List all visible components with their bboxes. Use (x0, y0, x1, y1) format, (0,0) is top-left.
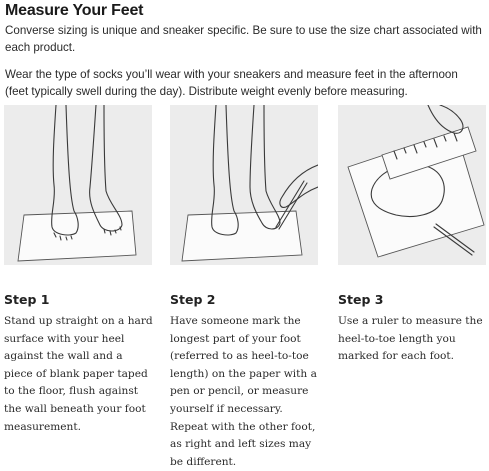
step-1-title: Step 1 (4, 292, 50, 307)
intro-paragraph-sizing: Converse sizing is unique and sneaker specific. Be sure to use the size chart associated with each product. (5, 24, 482, 54)
step-1-description: Stand up straight on a hard surface with your heel against the wall and a piece of blank paper taped to the floor, flush against the wall beneath your foot measurement. (4, 315, 153, 433)
paper-sheet (182, 211, 302, 261)
step-3-illustration (338, 105, 486, 265)
step-1-illustration (4, 105, 152, 265)
intro-paragraph-socks: Wear the type of socks you’ll wear with your sneakers and measure feet in the afternoon (feet typically swell during the day). Distribute weight evenly before measuring. (5, 68, 458, 98)
step-2-description: Have someone mark the longest part of your foot (referred to as heel-to-toe length) on the paper with a pen or pencil, or measure yourself if necessary. Repeat with the other foot, as right and left sizes may be different. (170, 315, 317, 468)
right-leg-foot (250, 105, 280, 229)
page-title: Measure Your Feet (5, 2, 144, 19)
hand-holding-ruler (428, 105, 463, 133)
step-3-title: Step 3 (338, 292, 384, 307)
helper-hand (280, 165, 318, 207)
step-3-description: Use a ruler to measure the heel-to-toe length you marked for each foot. (338, 315, 483, 363)
step-2-title: Step 2 (170, 292, 216, 307)
step-2-illustration (170, 105, 318, 265)
